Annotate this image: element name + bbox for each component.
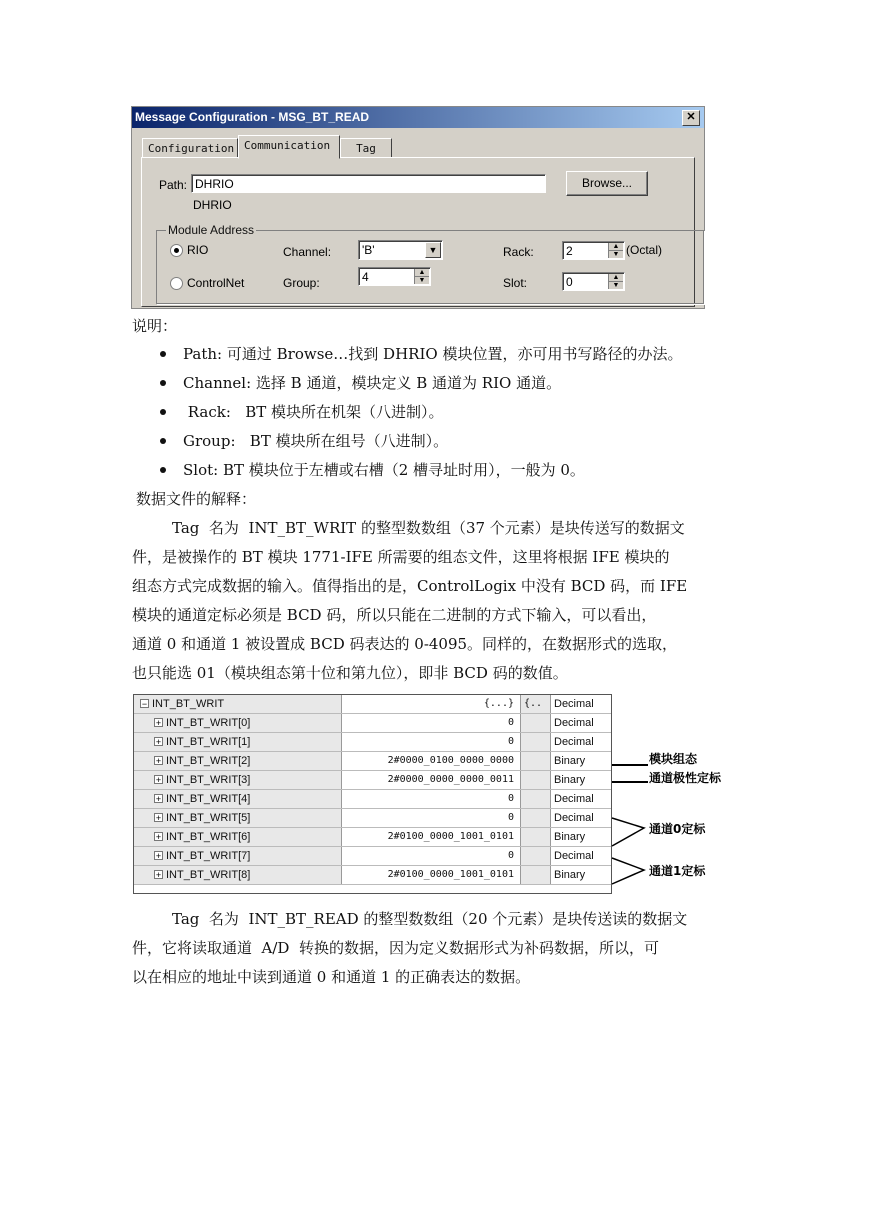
annotation-brace-channel0 [612,818,644,846]
annotation-channel0: 通道0定标 [649,822,706,836]
table-row[interactable] [134,866,611,885]
style-cell[interactable]: Decimal [551,714,611,732]
channel-select[interactable] [358,240,443,260]
table-row[interactable] [134,695,611,714]
paragraph1-line: 也只能选 01（模块组态第十位和第九位），即非 BCD 码的数值。 [132,664,568,682]
paragraph2-line: 以在相应的地址中读到通道 0 和通道 1 的正确表达的数据。 [132,968,531,986]
bullet-path: Path: 可通过 Browse…找到 DHRIO 模块位置，亦可用书写路径的办法。 [183,345,683,363]
channel-value: 'B' [362,243,375,257]
group-label: Group: [283,276,320,290]
table-row[interactable] [134,828,611,847]
style-cell[interactable]: Binary [551,866,611,884]
force-cell [521,771,551,789]
table-row[interactable] [134,790,611,809]
controlnet-radio[interactable] [170,277,183,290]
expand-icon[interactable]: + [155,737,162,747]
annotation-brace-channel1 [612,858,644,884]
tab-tag[interactable]: Tag [340,138,392,158]
rack-spin-icon[interactable]: ▲ ▼ [608,243,623,258]
force-cell [521,733,551,751]
module-address-label: Module Address [168,223,255,237]
bullet-dot [160,351,166,357]
tag-name-cell: + INT_BT_WRIT[6] [134,828,342,846]
rio-label: RIO [187,243,209,257]
tag-name-cell: + INT_BT_WRIT[7] [134,847,342,865]
annotation-module-config: 模块组态 [649,752,698,766]
paragraph2-line: Tag 名为 INT_BT_READ 的整型数数组（20 个元素）是块传送读的数据文 [172,910,688,928]
bullet-rack: Rack: BT 模块所在机架（八进制）。 [183,403,444,421]
paragraph1-line: 件，是被操作的 BT 模块 1771-IFE 所需要的组态文件，这里将根据 IFE 模块的 [132,548,670,566]
value-cell[interactable]: 2#0000_0000_0000_0011 [342,771,521,789]
force-cell [521,809,551,827]
value-cell[interactable]: 0 [342,733,521,751]
rack-value: 2 [566,244,573,258]
group-stepper[interactable] [358,267,431,286]
tab-configuration[interactable]: Configuration [142,138,238,158]
tag-name-cell: + INT_BT_WRIT[4] [134,790,342,808]
data-file-heading: 数据文件的解释： [136,490,257,508]
path-resolved-text: DHRIO [193,198,232,212]
style-cell[interactable]: Decimal [551,733,611,751]
force-cell [521,828,551,846]
annotation-channel1: 通道1定标 [649,864,706,878]
tab-communication[interactable]: Communication [238,135,340,159]
table-row[interactable] [134,847,611,866]
annotation-channel-polarity: 通道极性定标 [649,771,722,785]
tag-name-cell: + INT_BT_WRIT[3] [134,771,342,789]
force-cell [521,847,551,865]
tag-name-cell: + INT_BT_WRIT[5] [134,809,342,827]
browse-button[interactable]: Browse... [566,171,648,196]
value-cell[interactable]: 0 [342,809,521,827]
style-cell[interactable]: Decimal [551,809,611,827]
slot-label: Slot: [503,276,528,290]
bullet-dot [160,467,166,473]
table-row[interactable] [134,771,611,790]
value-cell[interactable]: 0 [342,790,521,808]
channel-label: Channel: [283,245,332,259]
rack-octal-label: (Octal) [626,243,662,257]
force-cell: {.. [521,695,551,713]
value-cell[interactable]: 2#0000_0100_0000_0000 [342,752,521,770]
style-cell[interactable]: Binary [551,771,611,789]
expand-icon[interactable]: + [155,756,162,766]
slot-spin-icon[interactable]: ▲ ▼ [608,274,623,289]
bullet-group: Group: BT 模块所在组号（八进制）。 [183,432,449,450]
expand-icon[interactable]: + [155,870,162,880]
rack-stepper[interactable] [562,241,625,260]
value-cell[interactable]: 0 [342,847,521,865]
table-row[interactable] [134,714,611,733]
tag-name-cell: + INT_BT_WRIT[0] [134,714,342,732]
bullet-dot [160,438,166,444]
message-configuration-dialog [131,106,705,309]
slot-value: 0 [566,275,573,289]
tag-name-cell: + INT_BT_WRIT[2] [134,752,342,770]
group-value: 4 [362,270,369,284]
force-cell [521,714,551,732]
notes-heading: 说明： [132,317,178,335]
tag-table [133,694,612,894]
value-cell[interactable]: {...} [342,695,521,713]
expand-icon[interactable]: + [155,832,162,842]
bullet-slot: Slot: BT 模块位于左槽或右槽（2 槽寻址时用），一般为 0。 [183,461,585,479]
style-cell[interactable]: Binary [551,752,611,770]
chevron-down-icon[interactable]: ▼ [425,242,441,258]
paragraph1-line: Tag 名为 INT_BT_WRIT 的整型数数组（37 个元素）是块传送写的数据文 [172,519,685,537]
path-input[interactable]: DHRIO [191,174,546,193]
paragraph1-line: 通道 0 和通道 1 被设置成 BCD 码表达的 0-4095。同样的，在数据形式的选取， [132,635,678,653]
paragraph1-line: 模块的通道定标必须是 BCD 码，所以只能在二进制的方式下输入，可以看出， [132,606,657,624]
expand-icon[interactable]: + [155,794,162,804]
controlnet-label: ControlNet [187,276,245,290]
group-spin-icon[interactable]: ▲ ▼ [414,269,429,284]
tag-name-cell: − INT_BT_WRIT [134,695,342,713]
table-row[interactable] [134,809,611,828]
expand-icon[interactable]: + [155,718,162,728]
expand-icon[interactable]: + [155,775,162,785]
bullet-dot [160,380,166,386]
expand-icon[interactable]: + [155,851,162,861]
rack-label: Rack: [503,245,534,259]
style-cell[interactable]: Binary [551,828,611,846]
force-cell [521,752,551,770]
dialog-title: Message Configuration - MSG_BT_READ [132,107,704,128]
slot-stepper[interactable] [562,272,625,291]
style-cell[interactable]: Decimal [551,695,611,713]
close-icon[interactable]: ✕ [682,110,700,126]
bullet-channel: Channel: 选择 B 通道，模块定义 B 通道为 RIO 通道。 [183,374,562,392]
rio-radio[interactable] [170,244,183,257]
tag-name-cell: + INT_BT_WRIT[8] [134,866,342,884]
tag-name-cell: + INT_BT_WRIT[1] [134,733,342,751]
value-cell[interactable]: 2#0100_0000_1001_0101 [342,828,521,846]
style-cell[interactable]: Decimal [551,847,611,865]
expand-icon[interactable]: + [155,813,162,823]
paragraph1-line: 组态方式完成数据的输入。值得指出的是，ControlLogix 中没有 BCD 码，而 IFE [132,577,688,595]
path-label: Path: [159,178,188,192]
value-cell[interactable]: 2#0100_0000_1001_0101 [342,866,521,884]
style-cell[interactable]: Decimal [551,790,611,808]
table-row[interactable] [134,752,611,771]
value-cell[interactable]: 0 [342,714,521,732]
force-cell [521,866,551,884]
bullet-dot [160,409,166,415]
table-row[interactable] [134,733,611,752]
force-cell [521,790,551,808]
paragraph2-line: 件，它将读取通道 A/D 转换的数据，因为定义数据形式为补码数据，所以，可 [132,939,659,957]
collapse-icon[interactable]: − [141,699,148,709]
